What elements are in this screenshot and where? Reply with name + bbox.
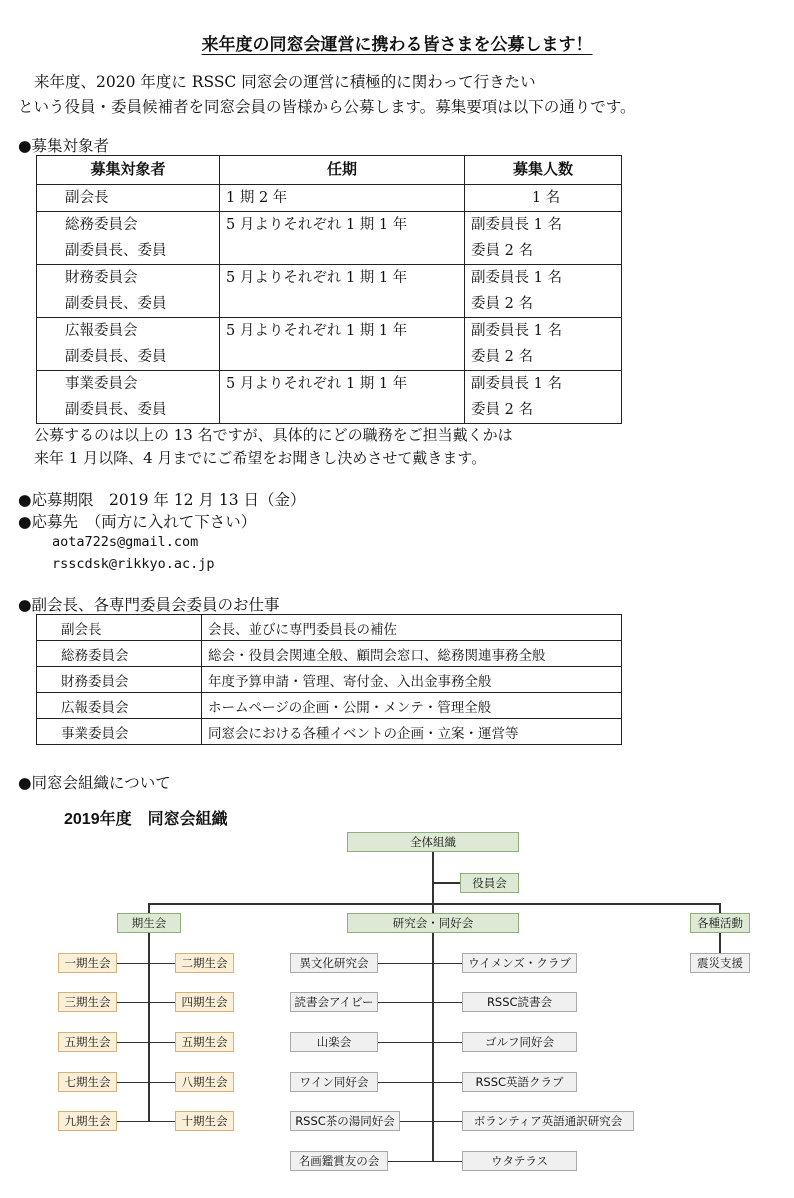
intro-text — [18, 70, 636, 120]
club-node: 読書会アイビー — [290, 992, 378, 1012]
duties-table — [36, 614, 622, 745]
duty-desc: 同窓会における各種イベントの企画・立案・運営等 — [202, 719, 622, 745]
intro-line-2: という役員・委員候補者を同窓会員の皆様から公募します。募集要項は以下の通りです。 — [18, 98, 636, 116]
cell-term: 1 期 2 年 — [220, 185, 465, 212]
table-row — [37, 719, 622, 745]
table-row — [37, 318, 622, 371]
duty-role: 副会長 — [37, 615, 202, 641]
cell-count: 1 名 — [465, 185, 622, 212]
duty-desc: ホームページの企画・公開・メンテ・管理全般 — [202, 693, 622, 719]
cell-target: 副会長 — [37, 185, 220, 212]
club-node: ゴルフ同好会 — [462, 1032, 577, 1052]
kisei-node: 二期生会 — [175, 953, 234, 973]
kisei-node: 一期生会 — [58, 953, 117, 973]
org-node-katsudo: 各種活動 — [690, 913, 750, 933]
table-row — [37, 185, 622, 212]
org-heading: ●同窓会組織について — [18, 774, 171, 792]
club-node: ウイメンズ・クラブ — [462, 953, 577, 973]
cell-target: 事業委員会 副委員長、委員 — [37, 371, 220, 424]
kisei-node: 八期生会 — [175, 1072, 234, 1092]
org-node-root: 全体組織 — [347, 832, 519, 852]
duty-role: 事業委員会 — [37, 719, 202, 745]
header-target: 募集対象者 — [37, 156, 220, 185]
duty-role: 財務委員会 — [37, 667, 202, 693]
cell-target: 広報委員会 副委員長、委員 — [37, 318, 220, 371]
table-row — [37, 641, 622, 667]
email-2[interactable]: rsscdsk@rikkyo.ac.jp — [52, 556, 215, 572]
table-row — [37, 615, 622, 641]
recruit-note — [34, 424, 513, 470]
org-node-shinsai: 震災支援 — [690, 953, 750, 973]
header-term: 任期 — [220, 156, 465, 185]
org-node-kenkyu: 研究会・同好会 — [347, 913, 519, 933]
cell-term: 5 月よりそれぞれ 1 期 1 年 — [220, 371, 465, 424]
org-chart-title: 2019年度 同窓会組織 — [64, 811, 228, 828]
duties-heading: ●副会長、各専門委員会委員のお仕事 — [18, 596, 280, 614]
note-line-2: 来年 1 月以降、4 月までにご希望をお聞きし決めさせて戴きます。 — [34, 449, 487, 467]
recruit-heading: ●募集対象者 — [18, 137, 110, 155]
kisei-node: 十期生会 — [175, 1111, 234, 1131]
kisei-node: 七期生会 — [58, 1072, 117, 1092]
duty-role: 総務委員会 — [37, 641, 202, 667]
table-row — [37, 371, 622, 424]
duty-desc: 年度予算申請・管理、寄付金、入出金事務全般 — [202, 667, 622, 693]
cell-target: 総務委員会 副委員長、委員 — [37, 212, 220, 265]
note-line-1: 公募するのは以上の 13 名ですが、具体的にどの職務をご担当戴くかは — [34, 426, 513, 444]
duty-role: 広報委員会 — [37, 693, 202, 719]
duty-desc: 総会・役員会関連全般、顧問会窓口、総務関連事務全般 — [202, 641, 622, 667]
club-node: RSSC茶の湯同好会 — [290, 1111, 400, 1131]
intro-line-1: 来年度、2020 年度に RSSC 同窓会の運営に積極的に関わって行きたい — [34, 73, 536, 91]
cell-term: 5 月よりそれぞれ 1 期 1 年 — [220, 212, 465, 265]
club-node: 山楽会 — [290, 1032, 378, 1052]
org-node-yakuin: 役員会 — [460, 873, 519, 893]
club-node: ワイン同好会 — [290, 1072, 378, 1092]
cell-count: 副委員長 1 名 委員 2 名 — [465, 265, 622, 318]
table-row — [37, 265, 622, 318]
club-node: 異文化研究会 — [290, 953, 378, 973]
kisei-node: 三期生会 — [58, 992, 117, 1012]
deadline: ●応募期限 2019 年 12 月 13 日（金） — [18, 491, 306, 509]
page-title: 来年度の同窓会運営に携わる皆さまを公募します！ — [201, 35, 593, 55]
recruit-header-row — [37, 156, 622, 185]
cell-term: 5 月よりそれぞれ 1 期 1 年 — [220, 265, 465, 318]
contact-heading: ●応募先 （両方に入れて下さい） — [18, 513, 257, 531]
club-node: RSSC読書会 — [462, 992, 577, 1012]
kisei-node: 四期生会 — [175, 992, 234, 1012]
club-node: 名画鑑賞友の会 — [290, 1151, 388, 1171]
club-node: RSSC英語クラブ — [462, 1072, 577, 1092]
header-count: 募集人数 — [465, 156, 622, 185]
table-row — [37, 667, 622, 693]
org-node-kisei: 期生会 — [117, 913, 181, 933]
recruit-table — [36, 155, 622, 424]
kisei-node: 五期生会 — [175, 1032, 234, 1052]
cell-count: 副委員長 1 名 委員 2 名 — [465, 212, 622, 265]
table-row — [37, 693, 622, 719]
kisei-node: 九期生会 — [58, 1111, 117, 1131]
table-row — [37, 212, 622, 265]
club-node: ボランティア英語通訳研究会 — [462, 1111, 634, 1131]
email-1[interactable]: aota722s@gmail.com — [52, 534, 199, 550]
duty-desc: 会長、並びに専門委員長の補佐 — [202, 615, 622, 641]
cell-count: 副委員長 1 名 委員 2 名 — [465, 318, 622, 371]
cell-term: 5 月よりそれぞれ 1 期 1 年 — [220, 318, 465, 371]
kisei-node: 五期生会 — [58, 1032, 117, 1052]
club-node: ウタテラス — [462, 1151, 577, 1171]
cell-target: 財務委員会 副委員長、委員 — [37, 265, 220, 318]
cell-count: 副委員長 1 名 委員 2 名 — [465, 371, 622, 424]
